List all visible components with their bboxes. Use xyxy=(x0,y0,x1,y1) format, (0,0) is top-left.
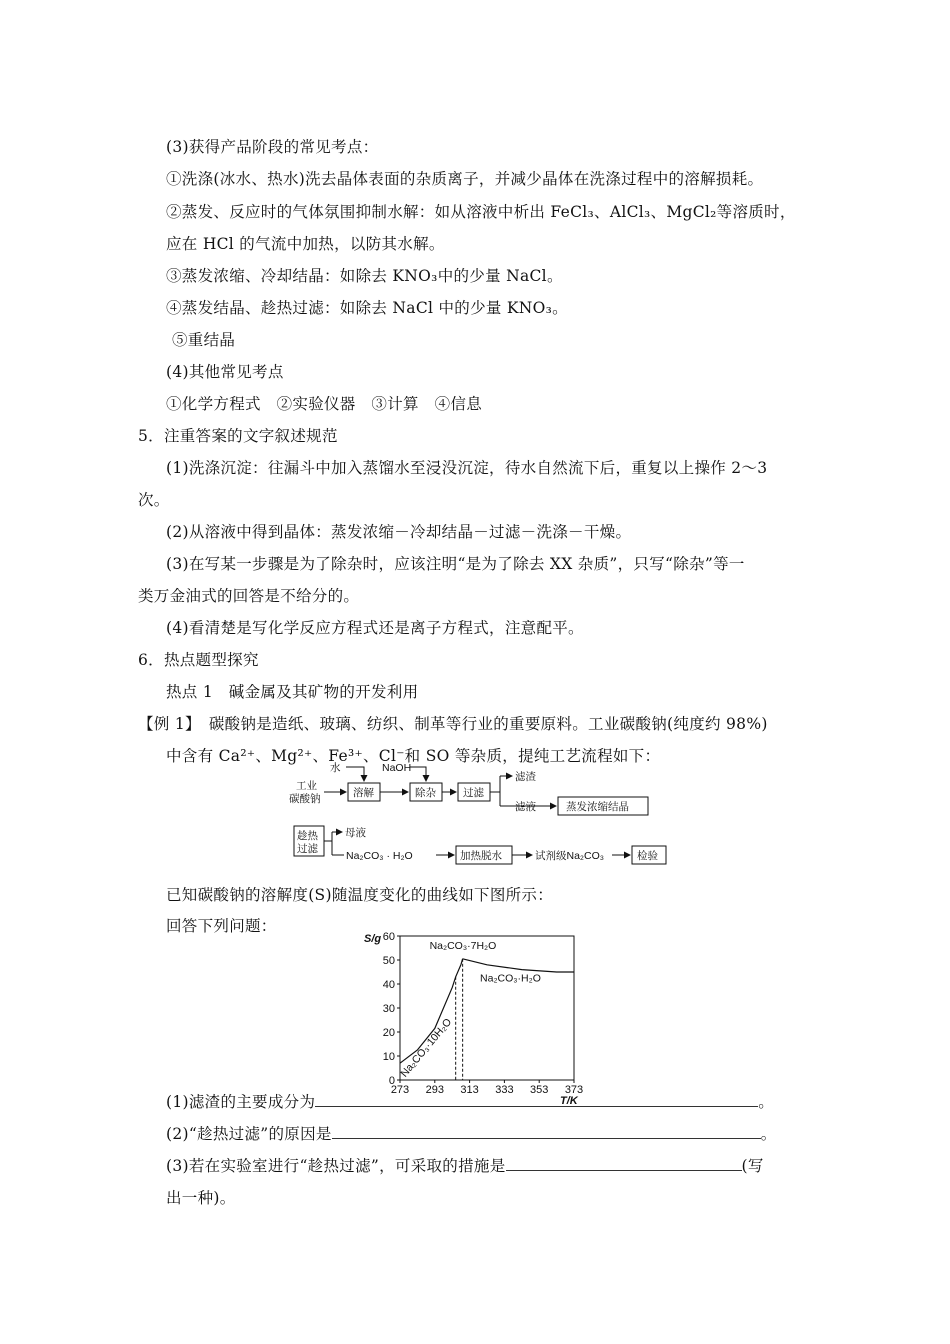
flow-hot-line1: 趁热 xyxy=(297,830,318,842)
rule-3-line1: (3)在写某一步骤是为了除杂时，应该注明“是为了除去 XX 杂质”，只写“除杂”等一 xyxy=(166,555,745,573)
question-2-text: (2)“趁热过滤”的原因是 xyxy=(166,1125,332,1143)
question-3-line1 xyxy=(166,1155,764,1177)
flow-evaporate: 蒸发浓缩结晶 xyxy=(566,801,629,813)
point-2-line1: ②蒸发、反应时的气体氛围抑制水解：如从溶液中析出 FeCl₃、AlCl₃、MgCl₂等溶质时， xyxy=(166,203,796,221)
question-2-end: 。 xyxy=(760,1125,777,1143)
rule-2: (2)从溶液中得到晶体：蒸发浓缩－冷却结晶－过滤－洗涤－干燥。 xyxy=(166,523,632,541)
question-1 xyxy=(166,1091,774,1113)
known-text: 已知碳酸钠的溶解度(S)随温度变化的曲线如下图所示： xyxy=(166,886,554,904)
flow-raw-line2: 碳酸钠 xyxy=(289,793,321,805)
hotspot-title: 热点 1 碱金属及其矿物的开发利用 xyxy=(166,683,419,701)
point-1: ①洗涤(冰水、热水)洗去晶体表面的杂质离子，并减少晶体在洗涤过程中的溶解损耗。 xyxy=(166,170,764,188)
x-tick-label: 333 xyxy=(495,1084,514,1096)
rule-1-line1: (1)洗涤沉淀：往漏斗中加入蒸馏水至浸没沉淀，待水自然流下后，重复以上操作 2～3 xyxy=(166,459,768,477)
y-tick-label: 50 xyxy=(382,955,395,967)
plot-frame xyxy=(400,936,574,1080)
flow-remove: 除杂 xyxy=(415,787,436,799)
answer-blank-2[interactable] xyxy=(332,1124,761,1139)
x-tick-label: 293 xyxy=(425,1084,444,1096)
section5-title: 5．注重答案的文字叙述规范 xyxy=(138,427,338,445)
flow-residue: 滤渣 xyxy=(515,771,536,783)
section4-items: ①化学方程式 ②实验仪器 ③计算 ④信息 xyxy=(166,395,483,413)
y-tick-label: 0 xyxy=(388,1075,395,1087)
section6-title: 6．热点题型探究 xyxy=(138,651,259,669)
x-tick-label: 373 xyxy=(564,1084,584,1096)
rule-4: (4)看清楚是写化学反应方程式还是离子方程式，注意配平。 xyxy=(166,619,584,637)
x-tick-label: 313 xyxy=(460,1084,479,1096)
question-3-text: (3)若在实验室进行“趁热过滤”，可采取的措施是 xyxy=(166,1157,506,1175)
flow-reagent: 试剂级Na₂CO₃ xyxy=(535,850,605,862)
flow-crystal: Na₂CO₃ · H₂O xyxy=(346,850,413,862)
flow-raw-line1: 工业 xyxy=(296,780,317,792)
answer-blank-1[interactable] xyxy=(315,1092,758,1107)
x-axis-label: T/K xyxy=(560,1095,578,1107)
section3-title: (3)获得产品阶段的常见考点： xyxy=(166,138,379,156)
y-tick-label: 60 xyxy=(382,931,395,943)
flow-hot-line2: 过滤 xyxy=(297,843,318,855)
flow-water: 水 xyxy=(330,762,341,774)
example-text: 碳酸钠是造纸、玻璃、纺织、制革等行业的重要原料。工业碳酸钠(纯度约 98%) xyxy=(193,715,768,733)
question-1-text: (1)滤渣的主要成分为 xyxy=(166,1093,316,1111)
question-3-end: (写 xyxy=(741,1157,764,1175)
rule-1-line2: 次。 xyxy=(138,491,170,509)
flow-filtrate: 滤液 xyxy=(515,801,536,813)
question-2 xyxy=(166,1123,777,1145)
y-axis-label: S/g xyxy=(364,933,382,945)
series-line-2 xyxy=(463,959,574,972)
series-label-0: Na₂CO₃·10H₂O xyxy=(398,1016,455,1080)
question-1-end: 。 xyxy=(758,1093,775,1111)
answer-blank-3[interactable] xyxy=(506,1156,742,1171)
flow-filter: 过滤 xyxy=(463,787,484,799)
series-label-2: Na₂CO₃·H₂O xyxy=(480,972,541,985)
example-label: 【例 1】 xyxy=(138,715,194,733)
y-tick-label: 10 xyxy=(382,1051,395,1063)
point-4: ④蒸发结晶、趁热过滤：如除去 NaCl 中的少量 KNO₃。 xyxy=(166,299,568,317)
x-tick-label: 273 xyxy=(390,1084,410,1096)
solubility-chart xyxy=(358,928,598,1107)
flow-naoh: NaOH xyxy=(382,762,412,774)
y-tick-label: 40 xyxy=(382,979,395,991)
flow-dissolve: 溶解 xyxy=(353,787,374,799)
point-5: ⑤重结晶 xyxy=(172,331,236,349)
rule-3-line2: 类万金油式的回答是不给分的。 xyxy=(138,587,360,605)
flow-test: 检验 xyxy=(637,850,658,862)
x-tick-label: 353 xyxy=(530,1084,549,1096)
question-3-line2: 出一种)。 xyxy=(166,1189,236,1207)
process-flow-diagram xyxy=(286,762,676,872)
point-2-line2: 应在 HCl 的气流中加热，以防其水解。 xyxy=(166,235,445,253)
flow-mother-liquor: 母液 xyxy=(345,827,366,839)
point-3: ③蒸发浓缩、冷却结晶：如除去 KNO₃中的少量 NaCl。 xyxy=(166,267,563,285)
y-tick-label: 30 xyxy=(382,1003,395,1015)
answer-prompt: 回答下列问题： xyxy=(166,917,277,935)
flow-heat: 加热脱水 xyxy=(460,850,502,862)
example-line1 xyxy=(138,713,768,735)
section4-title: (4)其他常见考点 xyxy=(166,363,284,381)
y-tick-label: 20 xyxy=(382,1027,395,1039)
series-label-1: Na₂CO₃·7H₂O xyxy=(429,940,497,953)
example-line2: 中含有 Ca²⁺、Mg²⁺、Fe³⁺、Cl⁻和 SO 等杂质，提纯工艺流程如下： xyxy=(166,747,661,765)
